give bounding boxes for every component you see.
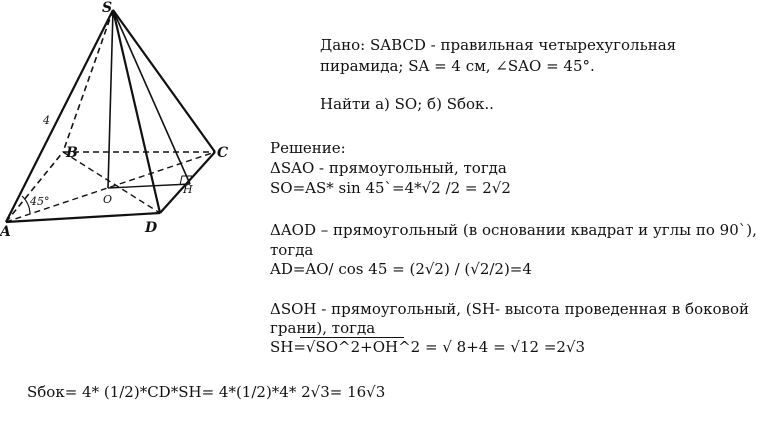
- aod-line-3: AD=AO/ cos 45 = (2√2) / (√2/2)=4: [270, 260, 532, 278]
- sao-line-1: ΔSAO - прямоугольный, тогда: [270, 159, 507, 177]
- soh-line-1: ΔSOH - прямоугольный, (SH- высота проведенная в боковой: [270, 300, 749, 318]
- lateral-area-line: Sбок= 4* (1/2)*CD*SH= 4*(1/2)*4* 2√3= 16√3: [27, 383, 386, 401]
- label-C: C: [217, 145, 229, 161]
- edge-SB: [63, 10, 113, 152]
- edge-SD: [113, 10, 160, 213]
- edge-SA: [6, 10, 113, 222]
- soh-line-3: SH=√SO^2+OH^2 = √ 8+4 = √12 =2√3: [270, 338, 586, 356]
- label-B: B: [66, 145, 78, 161]
- given-line-2: пирамида; SA = 4 см, ∠SAO = 45°.: [320, 57, 595, 75]
- label-O: O: [103, 193, 113, 206]
- segment-OH: [108, 184, 190, 188]
- label-S: S: [102, 0, 113, 16]
- soh-line-2: грани), тогда: [270, 319, 376, 337]
- edge-SO: [108, 10, 113, 188]
- label-H: H: [183, 183, 193, 196]
- edge-SC: [113, 10, 215, 152]
- solution-heading: Решение:: [270, 139, 346, 157]
- aod-line-2: тогда: [270, 241, 314, 259]
- aod-line-1: ΔAOD – прямоугольный (в основании квадрат и углы по 90`),: [270, 221, 757, 239]
- angle-label: 45°: [30, 195, 50, 208]
- label-A: A: [0, 224, 11, 240]
- pyramid-figure: [0, 0, 250, 250]
- label-D: D: [145, 220, 158, 236]
- sao-line-2: SO=AS* sin 45`=4*√2 /2 = 2√2: [270, 179, 511, 197]
- edge-AB: [6, 152, 63, 222]
- edge-SH: [113, 10, 190, 184]
- given-line-1: Дано: SABCD - правильная четырехугольная: [320, 36, 677, 54]
- edge-label: 4: [43, 114, 50, 127]
- find-line: Найти а) SO; б) Sбок..: [320, 95, 494, 113]
